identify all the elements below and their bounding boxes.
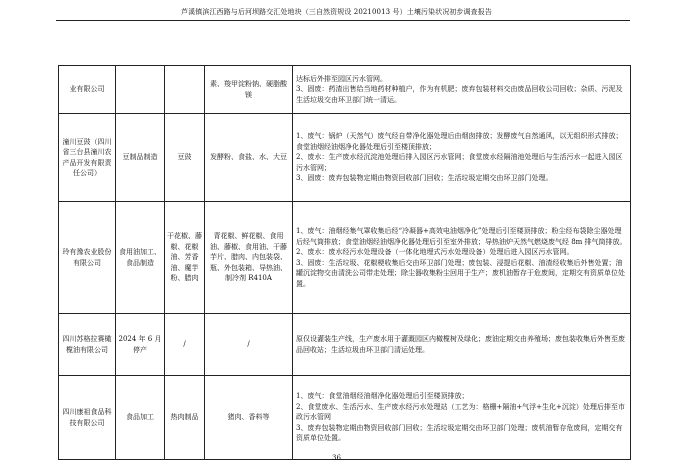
table-row [59,66,631,114]
pollution-line: 2、废水：废水经污水处理设备（一体化地埋式污水处理设备）处理后进入园区污水管网。 [296,248,574,256]
company-cell: 四川康祖食品科技有限公司 [59,376,116,460]
pollution-line: 1、废气：锅炉（天然气）废气经自带净化器处理后由烟囱排放；发酵废气自然通风，以无组织形式排放；食堂油烟经油烟净化器处理后引至楼顶排放； [296,132,623,151]
materials-cell: 发酵粉、食盐、水、大豆 [205,114,293,202]
product-cell: 豆豉 [165,114,205,202]
pollution-line: 达标后外排至园区污水管网。 [296,74,387,83]
product-cell: 干花椒、藤椒、花椒油、芳香油、魔芋粉、腊肉 [165,202,205,314]
company-cell: 玲有豫农业股份有限公司 [59,202,116,314]
pollution-line: 2、食堂废水、生活污水、生产废水经污水处理站（工艺为：格栅+隔油+气浮+生化+沉淀）处理后排至市政污水管网 [296,402,625,422]
industry-cell [116,66,165,114]
header-rule [56,20,630,21]
industry-cell: 食品加工 [116,376,165,460]
industry-cell: 2024 年 6 月停产 [116,314,165,376]
product-cell [165,66,205,114]
pollution-line: 1、废气：食堂油烟经油烟净化器处理后引至楼顶排放； [296,392,469,401]
pollution-line: 3、固废：生活垃圾、花椒梗收集后交由环卫部门处理；废包装、浸提后花椒、油渣经收集后外售处置；油罐沉淀物交由清洗公司带走处理；除尘器收集粉尘回用于生产；废机油暂存于危废间，定期交有资质单位处置。 [296,258,625,288]
pollution-cell [293,66,631,114]
pollution-line: 1、废气：油烟经集气罩收集后经“冷凝器+高效电油烟净化”处理后引至楼顶排放；粉尘经布袋除尘器处理后经气筒排放；食堂油烟经油烟净化器处理后引至室外排放；导热油炉天然气燃烧废气经 8m 排气筒排放。 [296,227,627,246]
pollution-line: 3、固废：废弃包装物定期由物资回收部门回收；生活垃圾定期交由环卫部门处理。 [296,174,553,183]
pollution-cell [293,114,631,202]
pollution-line: 2、废水：生产废水经沉淀池处理后排入园区污水管网；食堂废水经隔油池处理后与生活污水一起进入园区污水管网； [296,153,623,172]
pollution-line: 3、固废：药渣出售给当地药材种植户，作为有机肥；废弃包装材料交由废品回收公司回收；杂质、污泥及生活垃圾交由环卫部门统一清运。 [296,85,623,104]
table-row [59,202,631,314]
company-cell: 潼川豆豉（四川省三台县潼川农产品开发有限责任公司） [59,114,116,202]
pollution-cell [293,376,631,460]
pollution-line: 原仅设灌装生产线，生产废水用于灌溉园区内橄榄树及绿化；废油定期交由养殖场；废包装收集后外售至废品回收站；生活垃圾由环卫部门清运处理。 [296,335,625,354]
pollution-line: 3、废弃包装物定期由物资回收部门回收；生活垃圾定期交由环卫部门处理；废机油暂存危废间，定期交有资质单位处置。 [296,423,623,443]
materials-cell: / [205,314,293,376]
materials-cell: 青花椒、鲜花椒、食用油、藤椒、食用油、干藤芋片、腊肉、内包装袋、瓶、外包装箱、导热油、制冷剂 R410A [205,202,293,314]
table-row [59,114,631,202]
product-cell: / [165,314,205,376]
product-cell: 热肉制品 [165,376,205,460]
enterprise-table [58,65,631,460]
industry-cell: 豆制品制造 [116,114,165,202]
materials-cell: 素、羧甲淀粉钠、硬脂酸镁 [205,66,293,114]
pollution-cell [293,314,631,376]
report-header: 芦溪镇滨江西路与后河坝路交汇处地块（三自然资规设 20210013 号）土壤污染状况初步调查报告 [181,8,492,16]
industry-cell: 食用油加工、食品制造 [116,202,165,314]
pollution-cell [293,202,631,314]
page-number: 36 [332,454,341,462]
materials-cell: 猪肉、香料等 [205,376,293,460]
company-cell: 四川苏格拉赛橄榄油有限公司 [59,314,116,376]
company-cell: 业有限公司 [59,66,116,114]
table-row [59,376,631,460]
table-row [59,314,631,376]
